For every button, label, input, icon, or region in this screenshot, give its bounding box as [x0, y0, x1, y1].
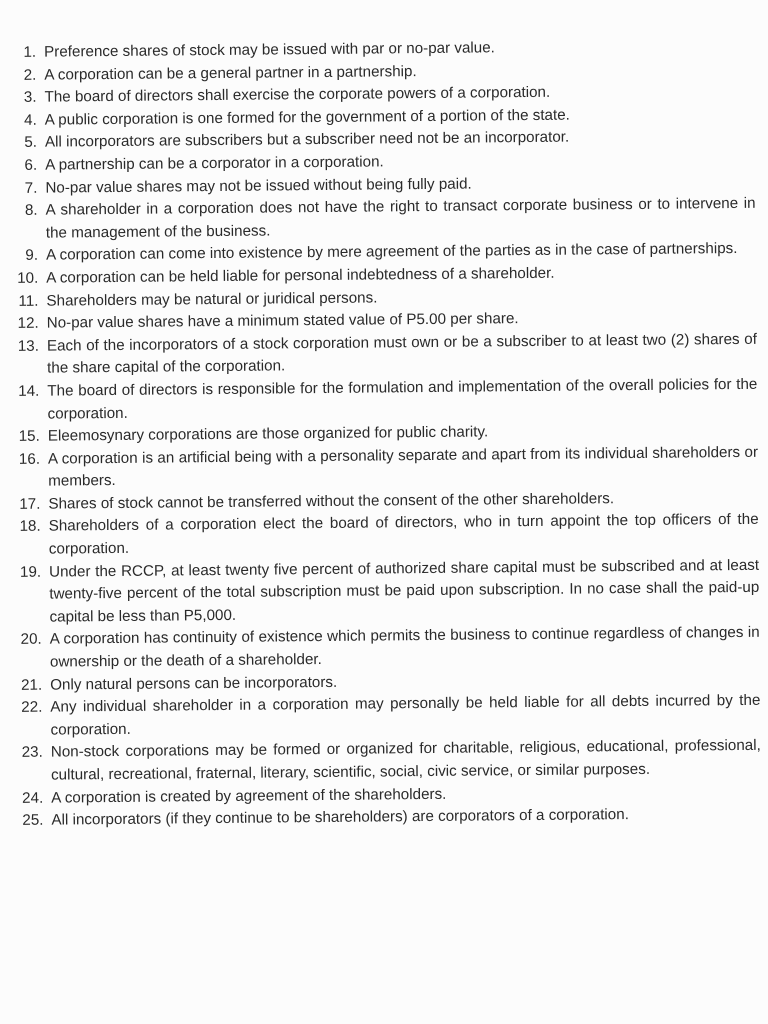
- statement-list: [6, 35, 762, 833]
- item-number: 14.: [18, 382, 40, 400]
- list-item: [12, 690, 760, 742]
- item-number: 10.: [17, 269, 39, 287]
- item-number: 17.: [19, 495, 41, 513]
- item-text: A shareholder in a corporation does not have the right to transact corporate business or to intervene in the management of the business.: [45, 194, 756, 242]
- item-number: 18.: [19, 518, 41, 536]
- item-number: 19.: [19, 563, 42, 581]
- item-text: A corporation can be a general partner in a partnership.: [44, 62, 417, 84]
- item-number: 16.: [18, 450, 41, 468]
- item-number: 24.: [22, 789, 44, 807]
- item-text: Each of the incorporators of a stock corporation must own or be a subscriber to at least two (2) shares of the share capital of the corporation.: [46, 330, 757, 377]
- item-text: A corporation is an artificial being with a personality separate and apart from its individual shareholders or members.: [47, 443, 759, 490]
- item-text: Under the RCCP, at least twenty five percent of authorized share capital must be subscribed and at least twenty-five percent of the total subscription must be paid upon subscription. In no case shall the paid-up capital be less than P5,000.: [49, 556, 760, 626]
- item-number: 4.: [23, 111, 37, 129]
- list-item: [10, 441, 758, 493]
- item-number: 11.: [18, 292, 39, 310]
- list-item: [11, 554, 760, 629]
- item-text: No-par value shares may not be issued without being fully paid.: [45, 175, 472, 197]
- item-number: 12.: [17, 314, 39, 333]
- list-item: [12, 622, 760, 674]
- item-number: 8.: [24, 201, 38, 219]
- item-text: A corporation can be held liable for personal indebtedness of a shareholder.: [46, 264, 555, 287]
- list-item: [8, 193, 756, 245]
- item-text: A corporation can come into existence by mere agreement of the parties as in the case of partnerships.: [45, 240, 738, 264]
- item-text: Shareholders of a corporation elect the board of directors, who in turn appoint the top officers of the corporation.: [48, 511, 759, 558]
- item-text: All incorporators are subscribers but a subscriber need not be an incorporator.: [44, 128, 570, 152]
- item-text: The board of directors is responsible for the formulation and implementation of the overall policies for the corporation.: [47, 375, 758, 423]
- item-number: 22.: [21, 698, 43, 717]
- item-text: A corporation is created by agreement of the shareholders.: [51, 785, 447, 807]
- item-text: Eleemosynary corporations are those organized for public charity.: [47, 423, 489, 445]
- item-number: 15.: [18, 427, 40, 445]
- item-number: 21.: [20, 676, 43, 694]
- item-number: 5.: [24, 134, 38, 152]
- item-number: 2.: [23, 66, 37, 84]
- item-number: 20.: [20, 631, 42, 649]
- item-text: Only natural persons can be incorporators.: [50, 673, 338, 694]
- item-text: Any individual shareholder in a corporation may personally be held liable for all debts incurred by the corporation.: [50, 692, 761, 739]
- item-text: A partnership can be a corporator in a corporation.: [45, 153, 384, 174]
- item-number: 3.: [23, 88, 37, 107]
- item-text: No-par value shares have a minimum stated value of P5.00 per share.: [46, 310, 519, 332]
- list-item: [11, 509, 759, 561]
- item-text: Preference shares of stock may be issued with par or no-par value.: [44, 39, 495, 61]
- item-number: 25.: [22, 811, 44, 830]
- item-number: 1.: [23, 43, 37, 61]
- item-text: Non-stock corporations may be formed or organized for charitable, religious, educational, professional, cultural, recreational, fraternal, literary, scientific, social, civic service, or similar purposes.: [50, 737, 761, 784]
- list-item: [13, 735, 761, 787]
- item-text: A public corporation is one formed for the government of a portion of the state.: [44, 106, 570, 129]
- item-number: 9.: [25, 247, 39, 265]
- item-text: All incorporators (if they continue to be shareholders) are corporators of a corporation.: [51, 806, 629, 829]
- list-item: [9, 329, 757, 381]
- item-text: Shareholders may be natural or juridical persons.: [46, 288, 378, 310]
- list-item: [9, 374, 757, 426]
- item-number: 13.: [17, 337, 40, 355]
- item-number: 7.: [24, 179, 38, 197]
- item-text: A corporation has continuity of existence which permits the business to continue regardless of changes in ownership or the death of a shareholder.: [49, 624, 760, 671]
- item-text: The board of directors shall exercise the corporate powers of a corporation.: [44, 83, 551, 106]
- item-number: 23.: [21, 744, 43, 762]
- item-text: Shares of stock cannot be transferred without the consent of the other shareholders.: [48, 490, 615, 513]
- item-number: 6.: [24, 156, 38, 174]
